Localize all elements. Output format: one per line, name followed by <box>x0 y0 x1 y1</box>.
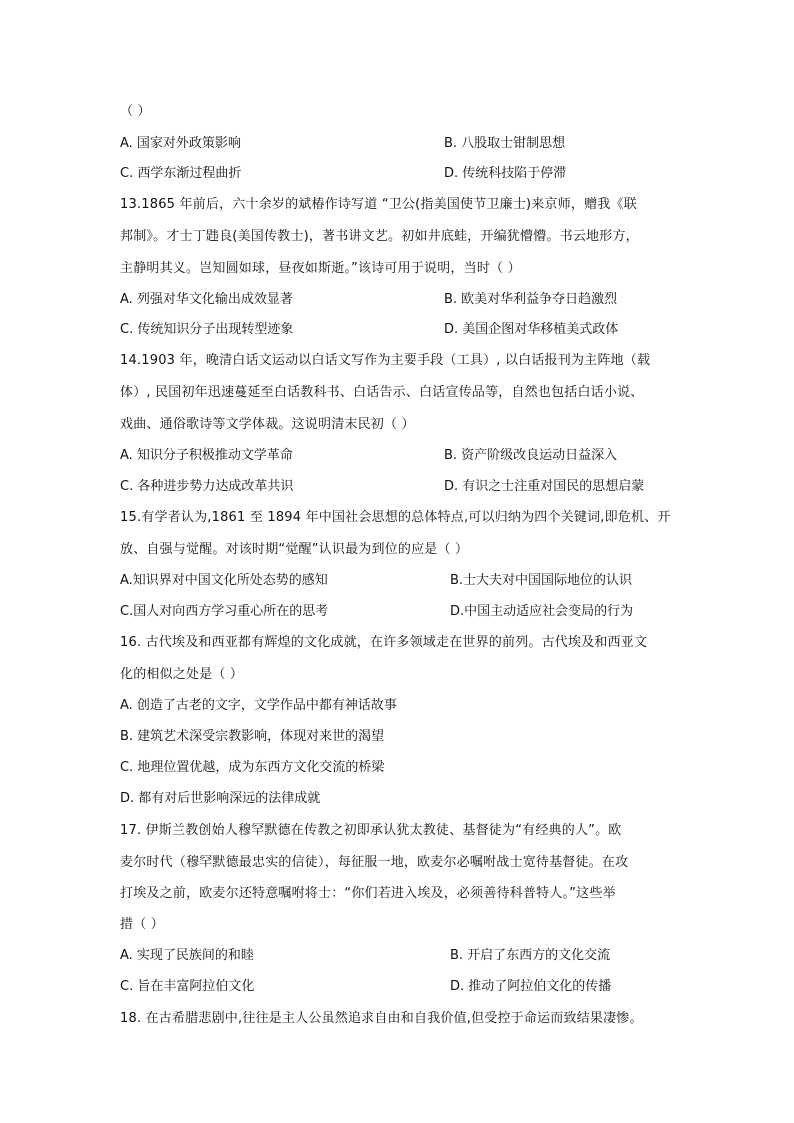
q13-stem-line-3: 主静明其义。岂知圆如球，昼夜如斯逝。”该诗可用于说明，当时（ ） <box>120 261 521 276</box>
q15-stem-line-1: 15.有学者认为,1861 至 1894 年中国社会思想的总体特点,可以归纳为四个关键词,即危机、开 <box>120 510 671 525</box>
q12-options-row-2 <box>120 166 680 182</box>
q12-option-c: C. 西学东渐过程曲折 <box>120 166 242 181</box>
q14-stem-line-2: 体）, 民国初年迅速蔓延至白话教科书、白话告示、白话宣传品等，自然也包括白话小说、 <box>120 385 644 400</box>
q13-options-row-2 <box>120 322 680 338</box>
q14-option-c: C. 各种进步势力达成改革共识 <box>120 479 294 494</box>
q17-stem-line-3: 打埃及之前，欧麦尔还特意嘱咐将士：“你们若进入埃及，必须善待科普特人。”这些举 <box>120 886 616 901</box>
q17-option-d: D. 推动了阿拉伯文化的传播 <box>450 979 612 994</box>
q13-option-b: B. 欧美对华利益争夺日趋激烈 <box>444 292 618 307</box>
q17-option-b: B. 开启了东西方的文化交流 <box>450 948 611 963</box>
q15-options-row-2 <box>120 604 680 620</box>
q17-stem-line-1: 17. 伊斯兰教创始人穆罕默德在传教之初即承认犹太教徒、基督徒为“有经典的人”。欧 <box>120 823 622 838</box>
q15-option-a: A.知识界对中国文化所处态势的感知 <box>120 573 328 588</box>
q15-option-d: D.中国主动适应社会变局的行为 <box>450 604 634 619</box>
q16-option-c: C. 地理位置优越，成为东西方文化交流的桥梁 <box>120 760 385 775</box>
q15-stem-line-2: 放、自强与觉醒。对该时期“觉醒”认识最为到位的应是（ ） <box>120 542 469 557</box>
q14-stem-line-1: 14.1903 年，晚清白话文运动以白话文写作为主要手段（工具）, 以白话报刊为主阵地（载 <box>120 353 651 368</box>
q15-options-row-1 <box>120 573 680 589</box>
q17-stem-line-4: 措（ ） <box>120 917 164 932</box>
q16-stem-line-2: 化的相似之处是（ ） <box>120 667 244 682</box>
q12-answer-blank: （ ） <box>120 104 151 119</box>
q13-option-c: C. 传统知识分子出现转型迹象 <box>120 322 294 337</box>
q14-stem-line-3: 戏曲、通俗歌诗等文学体裁。这说明清末民初（ ） <box>120 417 415 432</box>
q16-stem-line-1: 16. 古代埃及和西亚都有辉煌的文化成就，在许多领域走在世界的前列。古代埃及和西亚文 <box>120 635 648 650</box>
q17-stem-line-2: 麦尔时代（穆罕默德最忠实的信徒），每征服一地，欧麦尔必嘱咐战士宽待基督徒。在攻 <box>120 855 629 870</box>
q15-option-c: C.国人对向西方学习重心所在的思考 <box>120 604 329 619</box>
q12-option-b: B. 八股取士钳制思想 <box>444 136 566 151</box>
q13-options-row-1 <box>120 292 680 308</box>
q13-option-d: D. 美国企图对华移植美式政体 <box>444 322 619 337</box>
q17-option-a: A. 实现了民族间的和睦 <box>120 948 254 963</box>
q14-options-row-2 <box>120 479 680 495</box>
q18-stem-line-1: 18. 在古希腊悲剧中,往往是主人公虽然追求自由和自我价值,但受控于命运而致结果凄惨。 <box>120 1011 643 1026</box>
q14-options-row-1 <box>120 448 680 464</box>
q12-option-a: A. 国家对外政策影响 <box>120 136 241 151</box>
q17-options-row-2 <box>120 979 680 995</box>
q12-option-d: D. 传统科技陷于停滞 <box>444 166 567 181</box>
q13-stem-line-2: 邦制》。才士丁韪良(美国传教士)，著书讲文艺。初如井底蛙，开编犹懵懵。书云地形方， <box>120 229 639 244</box>
q16-option-a: A. 创造了古老的文字，文学作品中都有神话故事 <box>120 698 397 713</box>
q16-option-d: D. 都有对后世影响深远的法律成就 <box>120 791 321 806</box>
q15-option-b: B.士大夫对中国国际地位的认识 <box>450 573 633 588</box>
q12-options-row-1 <box>120 136 680 152</box>
q14-option-b: B. 资产阶级改良运动日益深入 <box>444 448 618 463</box>
q14-option-d: D. 有识之士注重对国民的思想启蒙 <box>444 479 645 494</box>
q17-option-c: C. 旨在丰富阿拉伯文化 <box>120 979 255 994</box>
q16-option-b: B. 建筑艺术深受宗教影响，体现对来世的渴望 <box>120 729 385 744</box>
q13-option-a: A. 列强对华文化输出成效显著 <box>120 292 293 307</box>
q14-option-a: A. 知识分子积极推动文学革命 <box>120 448 293 463</box>
q17-options-row-1 <box>120 948 680 964</box>
q13-stem-line-1: 13.1865 年前后，六十余岁的斌椿作诗写道 “卫公(指美国使节卫廉士)来京师，赠我《联 <box>120 197 637 212</box>
